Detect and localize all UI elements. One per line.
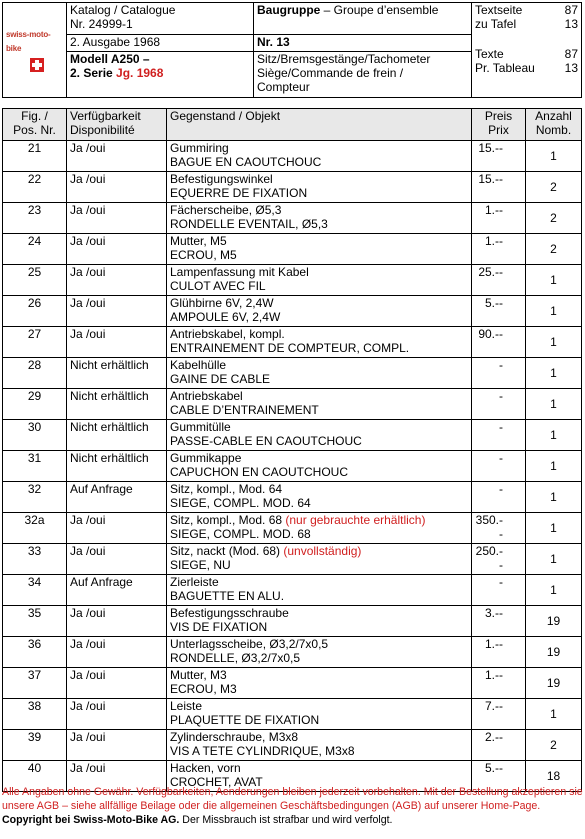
item-note: (unvollständig) xyxy=(283,544,362,558)
group-name-fr: Siège/Commande de frein / xyxy=(257,66,404,81)
availability: Ja /oui xyxy=(67,668,167,699)
copyright-text: Copyright bei Swiss-Moto-Bike AG. xyxy=(2,814,180,826)
quantity: 1 xyxy=(526,420,582,451)
price: 1.-- xyxy=(472,234,526,265)
price: 2.-- xyxy=(472,730,526,761)
item-name-de: Gummitülle xyxy=(170,420,231,434)
quantity: 19 xyxy=(526,606,582,637)
table-row xyxy=(3,544,582,575)
item-name-de: Hacken, vorn xyxy=(170,761,241,775)
model-series: 2. Serie xyxy=(70,66,117,81)
availability: Ja /oui xyxy=(67,141,167,172)
swiss-moto-bike-logo xyxy=(6,3,63,97)
price: - xyxy=(472,451,526,482)
price: 90.-- xyxy=(472,327,526,358)
table-row xyxy=(3,482,582,513)
model-cell xyxy=(67,52,254,98)
quantity: 1 xyxy=(526,358,582,389)
quantity: 1 xyxy=(526,296,582,327)
availability: Ja /oui xyxy=(67,699,167,730)
catalog-number-cell xyxy=(67,3,254,35)
position-number: 37 xyxy=(3,668,67,699)
availability: Ja /oui xyxy=(67,606,167,637)
price: - xyxy=(472,358,526,389)
availability: Ja /oui xyxy=(67,730,167,761)
pr-tableau-label: Pr. Tableau xyxy=(475,61,535,75)
position-number: 30 xyxy=(3,420,67,451)
item-name-fr: SIEGE, NU xyxy=(170,558,231,572)
quantity: 1 xyxy=(526,389,582,420)
quantity: 1 xyxy=(526,265,582,296)
item-name-de: Unterlagsscheibe, Ø3,2/7x0,5 xyxy=(170,637,329,651)
item-description xyxy=(167,172,472,203)
item-description xyxy=(167,265,472,296)
item-name-fr: CROCHET, AVAT xyxy=(170,775,263,789)
price: 15.-- xyxy=(472,172,526,203)
textseite-label: Textseite xyxy=(475,3,523,17)
zu-tafel-value: 13 xyxy=(564,17,578,31)
item-name-de: Sitz, kompl., Mod. 68 xyxy=(170,513,286,527)
col-quantity: Anzahl Nomb. xyxy=(526,109,582,141)
catalog-header xyxy=(2,2,582,98)
availability: Ja /oui xyxy=(67,637,167,668)
col-price: Preis Prix xyxy=(472,109,526,141)
texte-label: Texte xyxy=(475,47,504,61)
availability: Nicht erhältlich xyxy=(67,358,167,389)
table-row xyxy=(3,668,582,699)
quantity: 1 xyxy=(526,575,582,606)
quantity: 1 xyxy=(526,327,582,358)
quantity: 1 xyxy=(526,141,582,172)
availability: Ja /oui xyxy=(67,172,167,203)
price: 350.-- xyxy=(472,513,526,544)
quantity: 1 xyxy=(526,544,582,575)
item-name-de: Sitz, nackt (Mod. 68) xyxy=(170,544,284,558)
item-name-fr: SIEGE, COMPL. MOD. 68 xyxy=(170,527,311,541)
texte-value: 87 xyxy=(564,47,578,61)
item-note: (nur gebrauchte erhältlich) xyxy=(285,513,426,527)
quantity: 19 xyxy=(526,637,582,668)
catalog-label: Katalog / Catalogue xyxy=(70,3,176,17)
price: 5.-- xyxy=(472,296,526,327)
item-name-fr: CABLE D’ENTRAINEMENT xyxy=(170,403,319,417)
item-name-fr: PLAQUETTE DE FIXATION xyxy=(170,713,320,727)
item-name-fr: RONDELLE EVENTAIL, Ø5,3 xyxy=(170,217,328,231)
table-row xyxy=(3,203,582,234)
table-row xyxy=(3,637,582,668)
item-name-fr: CULOT AVEC FIL xyxy=(170,279,266,293)
item-name-fr: EQUERRE DE FIXATION xyxy=(170,186,308,200)
textseite-value: 87 xyxy=(564,3,578,17)
item-name-de: Antriebskabel xyxy=(170,389,243,403)
col-availability: Verfügbarkeit Disponibilité xyxy=(67,109,167,141)
position-number: 40 xyxy=(3,761,67,792)
group-label-cell xyxy=(254,3,472,35)
table-row xyxy=(3,358,582,389)
quantity: 2 xyxy=(526,203,582,234)
quantity: 2 xyxy=(526,172,582,203)
availability: Nicht erhältlich xyxy=(67,420,167,451)
item-description xyxy=(167,451,472,482)
availability: Ja /oui xyxy=(67,544,167,575)
model-name: Modell A250 – xyxy=(70,52,150,67)
page-reference-cell xyxy=(472,3,582,98)
disclaimer-text: Alle Angaben ohne Gewähr. Verfügbarkeiten, Aenderungen bleiben jederzeit vorbehalten. Mit der Bestellung akzeptieren sie unsere AGB – siehe allfällige Beilage oder die allgemeinen Geschäftsbedingungen (AGB) auf unserer Home-Page. xyxy=(2,786,583,812)
group-name-de: Sitz/Bremsgestänge/Tachometer xyxy=(257,52,431,67)
item-name-fr: CAPUCHON EN CAOUTCHOUC xyxy=(170,465,349,479)
item-name-fr: RONDELLE, Ø3,2/7x0,5 xyxy=(170,651,301,665)
table-row xyxy=(3,420,582,451)
availability: Ja /oui xyxy=(67,761,167,792)
item-description xyxy=(167,668,472,699)
edition: 2. Ausgabe 1968 xyxy=(67,34,254,51)
item-description xyxy=(167,482,472,513)
position-number: 27 xyxy=(3,327,67,358)
table-row xyxy=(3,730,582,761)
item-name-de: Zierleiste xyxy=(170,575,219,589)
item-name-fr: AMPOULE 6V, 2,4W xyxy=(170,310,281,324)
item-description xyxy=(167,389,472,420)
price: 1.-- xyxy=(472,203,526,234)
quantity: 1 xyxy=(526,699,582,730)
item-name-de: Sitz, kompl., Mod. 64 xyxy=(170,482,283,496)
quantity: 1 xyxy=(526,513,582,544)
item-description xyxy=(167,513,472,544)
item-description xyxy=(167,699,472,730)
price: 3.-- xyxy=(472,606,526,637)
price: - xyxy=(472,575,526,606)
position-number: 21 xyxy=(3,141,67,172)
item-name-fr: ENTRAINEMENT DE COMPTEUR, COMPL. xyxy=(170,341,410,355)
position-number: 24 xyxy=(3,234,67,265)
item-description xyxy=(167,544,472,575)
table-row xyxy=(3,296,582,327)
table-row xyxy=(3,699,582,730)
position-number: 22 xyxy=(3,172,67,203)
item-description xyxy=(167,637,472,668)
position-number: 29 xyxy=(3,389,67,420)
item-name-fr: ECROU, M5 xyxy=(170,248,237,262)
item-name-de: Lampenfassung mit Kabel xyxy=(170,265,309,279)
availability: Auf Anfrage xyxy=(67,482,167,513)
table-row xyxy=(3,172,582,203)
position-number: 35 xyxy=(3,606,67,637)
table-row xyxy=(3,606,582,637)
quantity: 18 xyxy=(526,761,582,792)
position-number: 28 xyxy=(3,358,67,389)
item-description xyxy=(167,141,472,172)
quantity: 19 xyxy=(526,668,582,699)
price: 15.-- xyxy=(472,141,526,172)
item-name-de: Fächerscheibe, Ø5,3 xyxy=(170,203,282,217)
quantity: 1 xyxy=(526,451,582,482)
group-label-bold: Baugruppe xyxy=(257,3,321,17)
table-row xyxy=(3,451,582,482)
position-number: 32 xyxy=(3,482,67,513)
availability: Ja /oui xyxy=(67,296,167,327)
position-number: 25 xyxy=(3,265,67,296)
position-number: 31 xyxy=(3,451,67,482)
availability: Ja /oui xyxy=(67,327,167,358)
table-row xyxy=(3,234,582,265)
item-name-fr: BAGUE EN CAOUTCHOUC xyxy=(170,155,322,169)
table-header-row xyxy=(3,109,582,141)
price: 1.-- xyxy=(472,637,526,668)
item-name-de: Zylinderschraube, M3x8 xyxy=(170,730,299,744)
group-name-fr-2: Compteur xyxy=(257,80,310,95)
item-name-fr: SIEGE, COMPL. MOD. 64 xyxy=(170,496,311,510)
position-number: 32a xyxy=(3,513,67,544)
availability: Auf Anfrage xyxy=(67,575,167,606)
table-row xyxy=(3,513,582,544)
position-number: 33 xyxy=(3,544,67,575)
availability: Ja /oui xyxy=(67,203,167,234)
quantity: 2 xyxy=(526,730,582,761)
position-number: 39 xyxy=(3,730,67,761)
item-description xyxy=(167,420,472,451)
zu-tafel-label: zu Tafel xyxy=(475,17,517,31)
price: 1.-- xyxy=(472,668,526,699)
item-name-de: Leiste xyxy=(170,699,203,713)
item-name-de: Mutter, M5 xyxy=(170,234,227,248)
price: 5.-- xyxy=(472,761,526,792)
table-row xyxy=(3,141,582,172)
item-description xyxy=(167,327,472,358)
availability: Ja /oui xyxy=(67,265,167,296)
col-item: Gegenstand / Objekt xyxy=(167,109,472,141)
availability: Ja /oui xyxy=(67,234,167,265)
item-description xyxy=(167,296,472,327)
table-row xyxy=(3,265,582,296)
table-row xyxy=(3,327,582,358)
price: - xyxy=(472,420,526,451)
item-description xyxy=(167,606,472,637)
item-name-fr: ECROU, M3 xyxy=(170,682,237,696)
item-name-fr: BAGUETTE EN ALU. xyxy=(170,589,285,603)
misuse-warning: Der Missbrauch ist strafbar und wird verfolgt. xyxy=(179,814,393,826)
item-name-de: Gummiring xyxy=(170,141,229,155)
table-body xyxy=(3,141,582,792)
item-name-fr: VIS A TETE CYLINDRIQUE, M3x8 xyxy=(170,744,355,758)
item-name-de: Befestigungswinkel xyxy=(170,172,273,186)
item-name-fr: PASSE-CABLE EN CAOUTCHOUC xyxy=(170,434,362,448)
footer-disclaimer xyxy=(2,785,583,827)
item-description xyxy=(167,730,472,761)
quantity: 2 xyxy=(526,234,582,265)
swiss-cross-icon xyxy=(30,58,44,72)
item-name-de: Kabelhülle xyxy=(170,358,227,372)
price: 7.-- xyxy=(472,699,526,730)
item-name-de: Antriebskabel, kompl. xyxy=(170,327,285,341)
item-name-de: Befestigungsschraube xyxy=(170,606,289,620)
logo-cell xyxy=(3,3,67,98)
parts-table xyxy=(2,108,582,792)
group-label-rest: – Groupe d’ensemble xyxy=(320,3,439,17)
position-number: 34 xyxy=(3,575,67,606)
item-description xyxy=(167,234,472,265)
catalog-number: Nr. 24999-1 xyxy=(70,17,133,31)
table-row xyxy=(3,389,582,420)
item-description xyxy=(167,575,472,606)
col-position: Fig. / Pos. Nr. xyxy=(3,109,67,141)
logo-text: swiss-moto-bike xyxy=(6,30,51,53)
item-name-fr: VIS DE FIXATION xyxy=(170,620,268,634)
quantity: 1 xyxy=(526,482,582,513)
price: 25.-- xyxy=(472,265,526,296)
pr-tableau-value: 13 xyxy=(564,61,578,75)
price: - xyxy=(472,389,526,420)
item-name-de: Mutter, M3 xyxy=(170,668,227,682)
group-name-cell xyxy=(254,52,472,98)
position-number: 38 xyxy=(3,699,67,730)
availability: Ja /oui xyxy=(67,513,167,544)
model-year: Jg. 1968 xyxy=(116,66,164,81)
item-description xyxy=(167,203,472,234)
position-number: 26 xyxy=(3,296,67,327)
price: - xyxy=(472,482,526,513)
availability: Nicht erhältlich xyxy=(67,389,167,420)
item-name-de: Glühbirne 6V, 2,4W xyxy=(170,296,274,310)
price: 250.-- xyxy=(472,544,526,575)
item-name-fr: GAINE DE CABLE xyxy=(170,372,271,386)
table-row xyxy=(3,575,582,606)
item-description xyxy=(167,358,472,389)
availability: Nicht erhältlich xyxy=(67,451,167,482)
group-number: Nr. 13 xyxy=(254,34,472,51)
item-name-de: Gummikappe xyxy=(170,451,242,465)
position-number: 36 xyxy=(3,637,67,668)
position-number: 23 xyxy=(3,203,67,234)
